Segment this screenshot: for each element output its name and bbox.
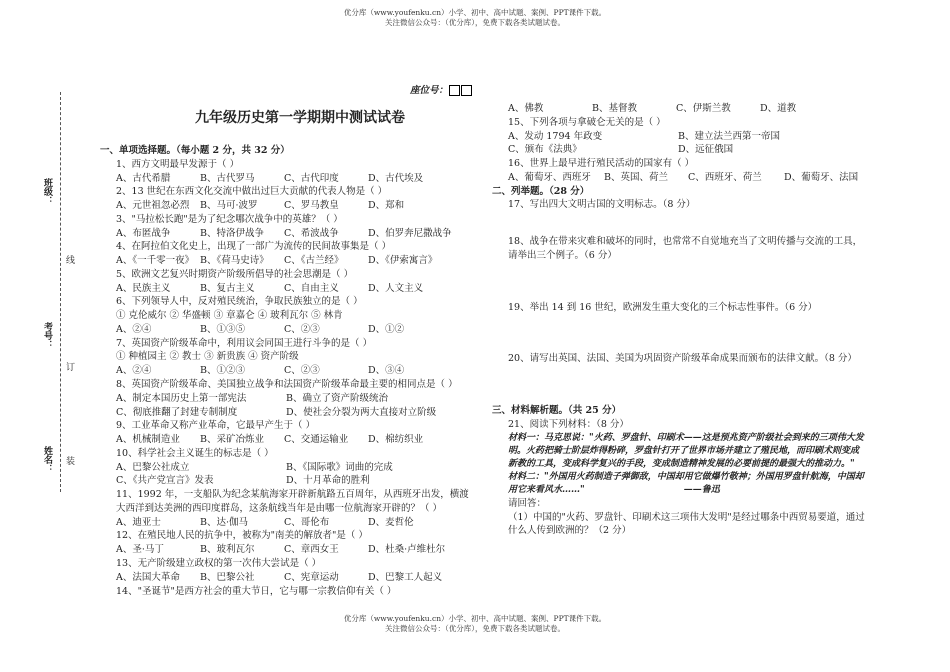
option[interactable]: D、葡萄牙、法国 [784, 171, 859, 183]
exam-title: 九年级历史第一学期期中测试试卷 [195, 110, 405, 126]
option[interactable]: D、伯罗奔尼撒战争 [368, 227, 452, 239]
option[interactable]: B、达·伽马 [200, 516, 249, 528]
question: 18、战争在带来灾难和破坏的同时，也常常不自觉地充当了文明传播与交流的工具，请举出三个例子。（6 分） [508, 236, 863, 261]
option[interactable]: C、西班牙、荷兰 [688, 171, 762, 183]
option[interactable]: D、十月革命的胜利 [286, 475, 370, 487]
page-header [0, 8, 950, 28]
option[interactable]: C、《共产党宣言》发表 [116, 475, 214, 487]
footer-line-2: 关注微信公众号：（优分库），免费下载各类试题试卷。 [385, 624, 565, 634]
option[interactable]: B、特洛伊战争 [200, 227, 264, 239]
question: 16、世界上最早进行殖民活动的国家有（ ） [508, 158, 695, 170]
option[interactable]: C、古代印度 [284, 172, 339, 184]
option[interactable]: D、道教 [760, 103, 797, 114]
section-1-title: 一、单项选择题。（每小题 2 分，共 32 分） [100, 145, 290, 156]
question: 6、下列领导人中，反对殖民统治，争取民族独立的是（ ） [116, 296, 363, 308]
options [100, 433, 470, 447]
option[interactable]: C、彻底推翻了封建专制制度 [116, 406, 238, 418]
option[interactable]: D、远征俄国 [678, 144, 734, 156]
class-label: 班级： [42, 178, 53, 205]
question: 19、举出 14 到 16 世纪，欧洲发生重大变化的三个标志性事件。（6 分） [508, 301, 818, 313]
option[interactable]: C、《古兰经》 [284, 255, 344, 267]
options [100, 392, 470, 406]
options [100, 516, 470, 530]
option[interactable]: A、布匿战争 [116, 227, 171, 239]
option[interactable]: A、圣·马丁 [116, 544, 164, 556]
option[interactable]: A、②④ [116, 323, 152, 335]
option[interactable]: D、使社会分裂为两大直接对立阶级 [286, 406, 437, 418]
header-line-1: 优分库（www.youfenku.cn）小学、初中、高中试题、案例、PPT课件下载。 [343, 8, 607, 17]
options [492, 171, 867, 185]
option[interactable]: B、玻利瓦尔 [200, 544, 255, 556]
material-2: 材料二："外国用火药制造子弹御敌，中国却用它做爆竹敬神；外国用罗盘针航海，中国却用它来看风水……" ——鲁迅 [508, 471, 864, 495]
options [100, 172, 470, 186]
question: 8、英国资产阶级革命、美国独立战争和法国资产阶级革命最主要的相同点是（ ） [116, 379, 458, 391]
option[interactable]: A、迪亚士 [116, 516, 161, 528]
options [100, 282, 470, 296]
seat-box[interactable] [461, 85, 472, 96]
option[interactable]: D、③④ [368, 365, 405, 377]
option[interactable]: B、古代罗马 [200, 172, 255, 184]
question: 10、科学社会主义诞生的标志是（ ） [116, 447, 274, 459]
footer-line-1: 优分库（www.youfenku.cn）小学、初中、高中试题、案例、PPT课件下载。 [343, 614, 607, 623]
option[interactable]: C、伊斯兰教 [676, 103, 731, 114]
binding-line [60, 92, 61, 492]
seat-box[interactable] [449, 85, 460, 96]
material-1: 材料一：马克思说："火药、罗盘针、印刷术——这是预兆资产阶级社会到来的三项伟大发明。火药把骑士阶层炸得粉碎，罗盘针打开了世界市场并建立了殖民地，而印刷术则变成新教的工具，变成科学复兴的手段，变成制造精神发展的必要前提的最强大的推动力。" [508, 432, 864, 469]
option[interactable]: A、葡萄牙、西班牙 [508, 171, 591, 183]
options [492, 102, 867, 116]
page-footer [0, 614, 950, 634]
option[interactable]: D、麦哲伦 [368, 516, 414, 528]
question: 9、工业革命又称产业革命，它最早产生于（ ） [116, 420, 316, 432]
question: 2、13 世纪在东西文化交流中做出过巨大贡献的代表人物是（ ） [116, 186, 388, 198]
options [100, 227, 470, 241]
option[interactable]: D、《伊索寓言》 [368, 255, 438, 267]
option[interactable]: D、巴黎工人起义 [368, 571, 443, 583]
option[interactable]: A、元世祖忽必烈 [116, 200, 190, 212]
option[interactable]: A、佛教 [508, 103, 544, 114]
question-items: ① 种植园主 ② 教士 ③ 新贵族 ④ 资产阶级 [116, 351, 299, 363]
option[interactable]: C、自由主义 [284, 282, 339, 294]
option[interactable]: B、《荷马史诗》 [200, 255, 269, 267]
options [100, 406, 470, 420]
option[interactable]: D、人文主义 [368, 282, 424, 294]
options [100, 254, 470, 268]
question: 17、写出四大文明古国的文明标志。（8 分） [508, 199, 696, 211]
name-label: 姓名： [42, 446, 53, 473]
question: 7、英国资产阶级革命中，利用议会同国王进行斗争的是（ ） [116, 337, 373, 349]
question: 15、下列各项与拿破仑无关的是（ ） [508, 116, 666, 128]
option[interactable]: A、法国大革命 [116, 571, 180, 583]
option[interactable]: C、交通运输业 [284, 434, 349, 446]
option[interactable]: D、杜桑·卢维杜尔 [368, 544, 446, 556]
option[interactable]: A、制定本国历史上第一部宪法 [116, 392, 247, 404]
seat-label: 座位号： [410, 85, 449, 96]
question: 14、"圣诞节"是西方社会的重大节日，它与哪一宗教信仰有关（ ） [116, 585, 397, 597]
option[interactable]: B、英国、荷兰 [604, 171, 668, 183]
option[interactable]: B、巴黎公社 [200, 571, 255, 583]
question: （1）中国的"火药、罗盘针、印刷术这三项伟大发明"是经过哪条中西贸易要道，通过什么人传到欧洲的？（2 分） [508, 511, 865, 537]
ding-label: 订 [64, 362, 75, 371]
option[interactable]: B、建立法兰西第一帝国 [678, 130, 780, 142]
question: 13、无产阶级建立政权的第一次伟大尝试是（ ） [116, 557, 322, 569]
option[interactable]: A、②④ [116, 365, 152, 377]
option[interactable]: A、发动 1794 年政变 [508, 130, 603, 142]
ask-label: 请回答： [508, 497, 547, 509]
option[interactable]: B、确立了资产阶级统治 [286, 392, 388, 404]
option[interactable]: D、①② [368, 323, 405, 335]
option[interactable]: C、②③ [284, 323, 320, 335]
seat-number [410, 84, 472, 98]
question: 3、"马拉松长跑"是为了纪念哪次战争中的英雄？（ ） [116, 213, 343, 225]
question: 12、在殖民地人民的抗争中，被称为"南美的解放者"是（ ） [116, 530, 368, 542]
option[interactable]: C、②③ [284, 365, 320, 377]
option[interactable]: D、郑和 [368, 200, 405, 212]
options [100, 323, 470, 337]
question: 1、西方文明最早发源于（ ） [116, 158, 240, 170]
header-line-2: 关注微信公众号：（优分库），免费下载各类试题试卷。 [385, 18, 565, 28]
option[interactable]: B、《国际歌》词曲的完成 [286, 461, 393, 473]
left-column [100, 144, 470, 598]
line-label: 线 [64, 255, 75, 264]
option[interactable]: A、民族主义 [116, 282, 171, 294]
options [100, 571, 470, 585]
option[interactable]: C、章西女王 [284, 544, 339, 556]
option[interactable]: B、复古主义 [200, 282, 255, 294]
options [100, 199, 470, 213]
zhuang-label: 装 [64, 456, 75, 465]
options [100, 364, 470, 378]
section-2-title: 二、列举题。（28 分） [492, 185, 590, 197]
number-label: 考号： [42, 322, 53, 349]
option[interactable]: B、①③⑤ [200, 323, 245, 335]
option[interactable]: A、《一千零一夜》 [116, 255, 195, 267]
options [100, 543, 470, 557]
option[interactable]: A、巴黎公社成立 [116, 461, 190, 473]
question: 4、在阿拉伯文化史上，出现了一部广为流传的民间故事集是（ ） [116, 241, 392, 253]
section-3-title: 三、材料解析题。（共 25 分） [492, 405, 622, 417]
option[interactable]: B、基督教 [592, 103, 637, 114]
option[interactable]: C、宪章运动 [284, 571, 339, 583]
option[interactable]: B、采矿冶炼业 [200, 434, 264, 446]
option[interactable]: C、哥伦布 [284, 516, 330, 528]
option[interactable]: C、希波战争 [284, 227, 339, 239]
option[interactable]: B、马可·波罗 [200, 200, 258, 212]
options [492, 130, 867, 144]
question: 20、请写出英国、法国、美国为巩固资产阶级革命成果而颁布的法律文献。（8 分） [508, 353, 857, 365]
question: 21、阅读下列材料：（8 分） [508, 418, 629, 430]
option[interactable]: D、棉纺织业 [368, 434, 424, 446]
option[interactable]: C、颁布《法典》 [508, 144, 582, 156]
options [100, 474, 470, 488]
option[interactable]: A、古代希腊 [116, 172, 171, 184]
question: 11、1992 年，一支船队为纪念某航海家开辟新航路五百周年，从西班牙出发，横渡大西洋到达美洲的西印度群岛，这条航线当年是由哪一位航海家开辟的？（ ） [116, 489, 469, 514]
option[interactable]: D、古代埃及 [368, 172, 424, 184]
options [492, 143, 867, 157]
options [100, 461, 470, 475]
option[interactable]: B、①②③ [200, 365, 245, 377]
option[interactable]: C、罗马教皇 [284, 200, 339, 212]
right-column [492, 102, 867, 538]
question: 5、欧洲文艺复兴时期资产阶级所倡导的社会思潮是（ ） [116, 268, 354, 280]
question-items: ① 克伦威尔 ② 华盛顿 ③ 章嘉仑 ④ 玻利瓦尔 ⑤ 林肯 [116, 310, 343, 322]
option[interactable]: A、机械制造业 [116, 434, 180, 446]
